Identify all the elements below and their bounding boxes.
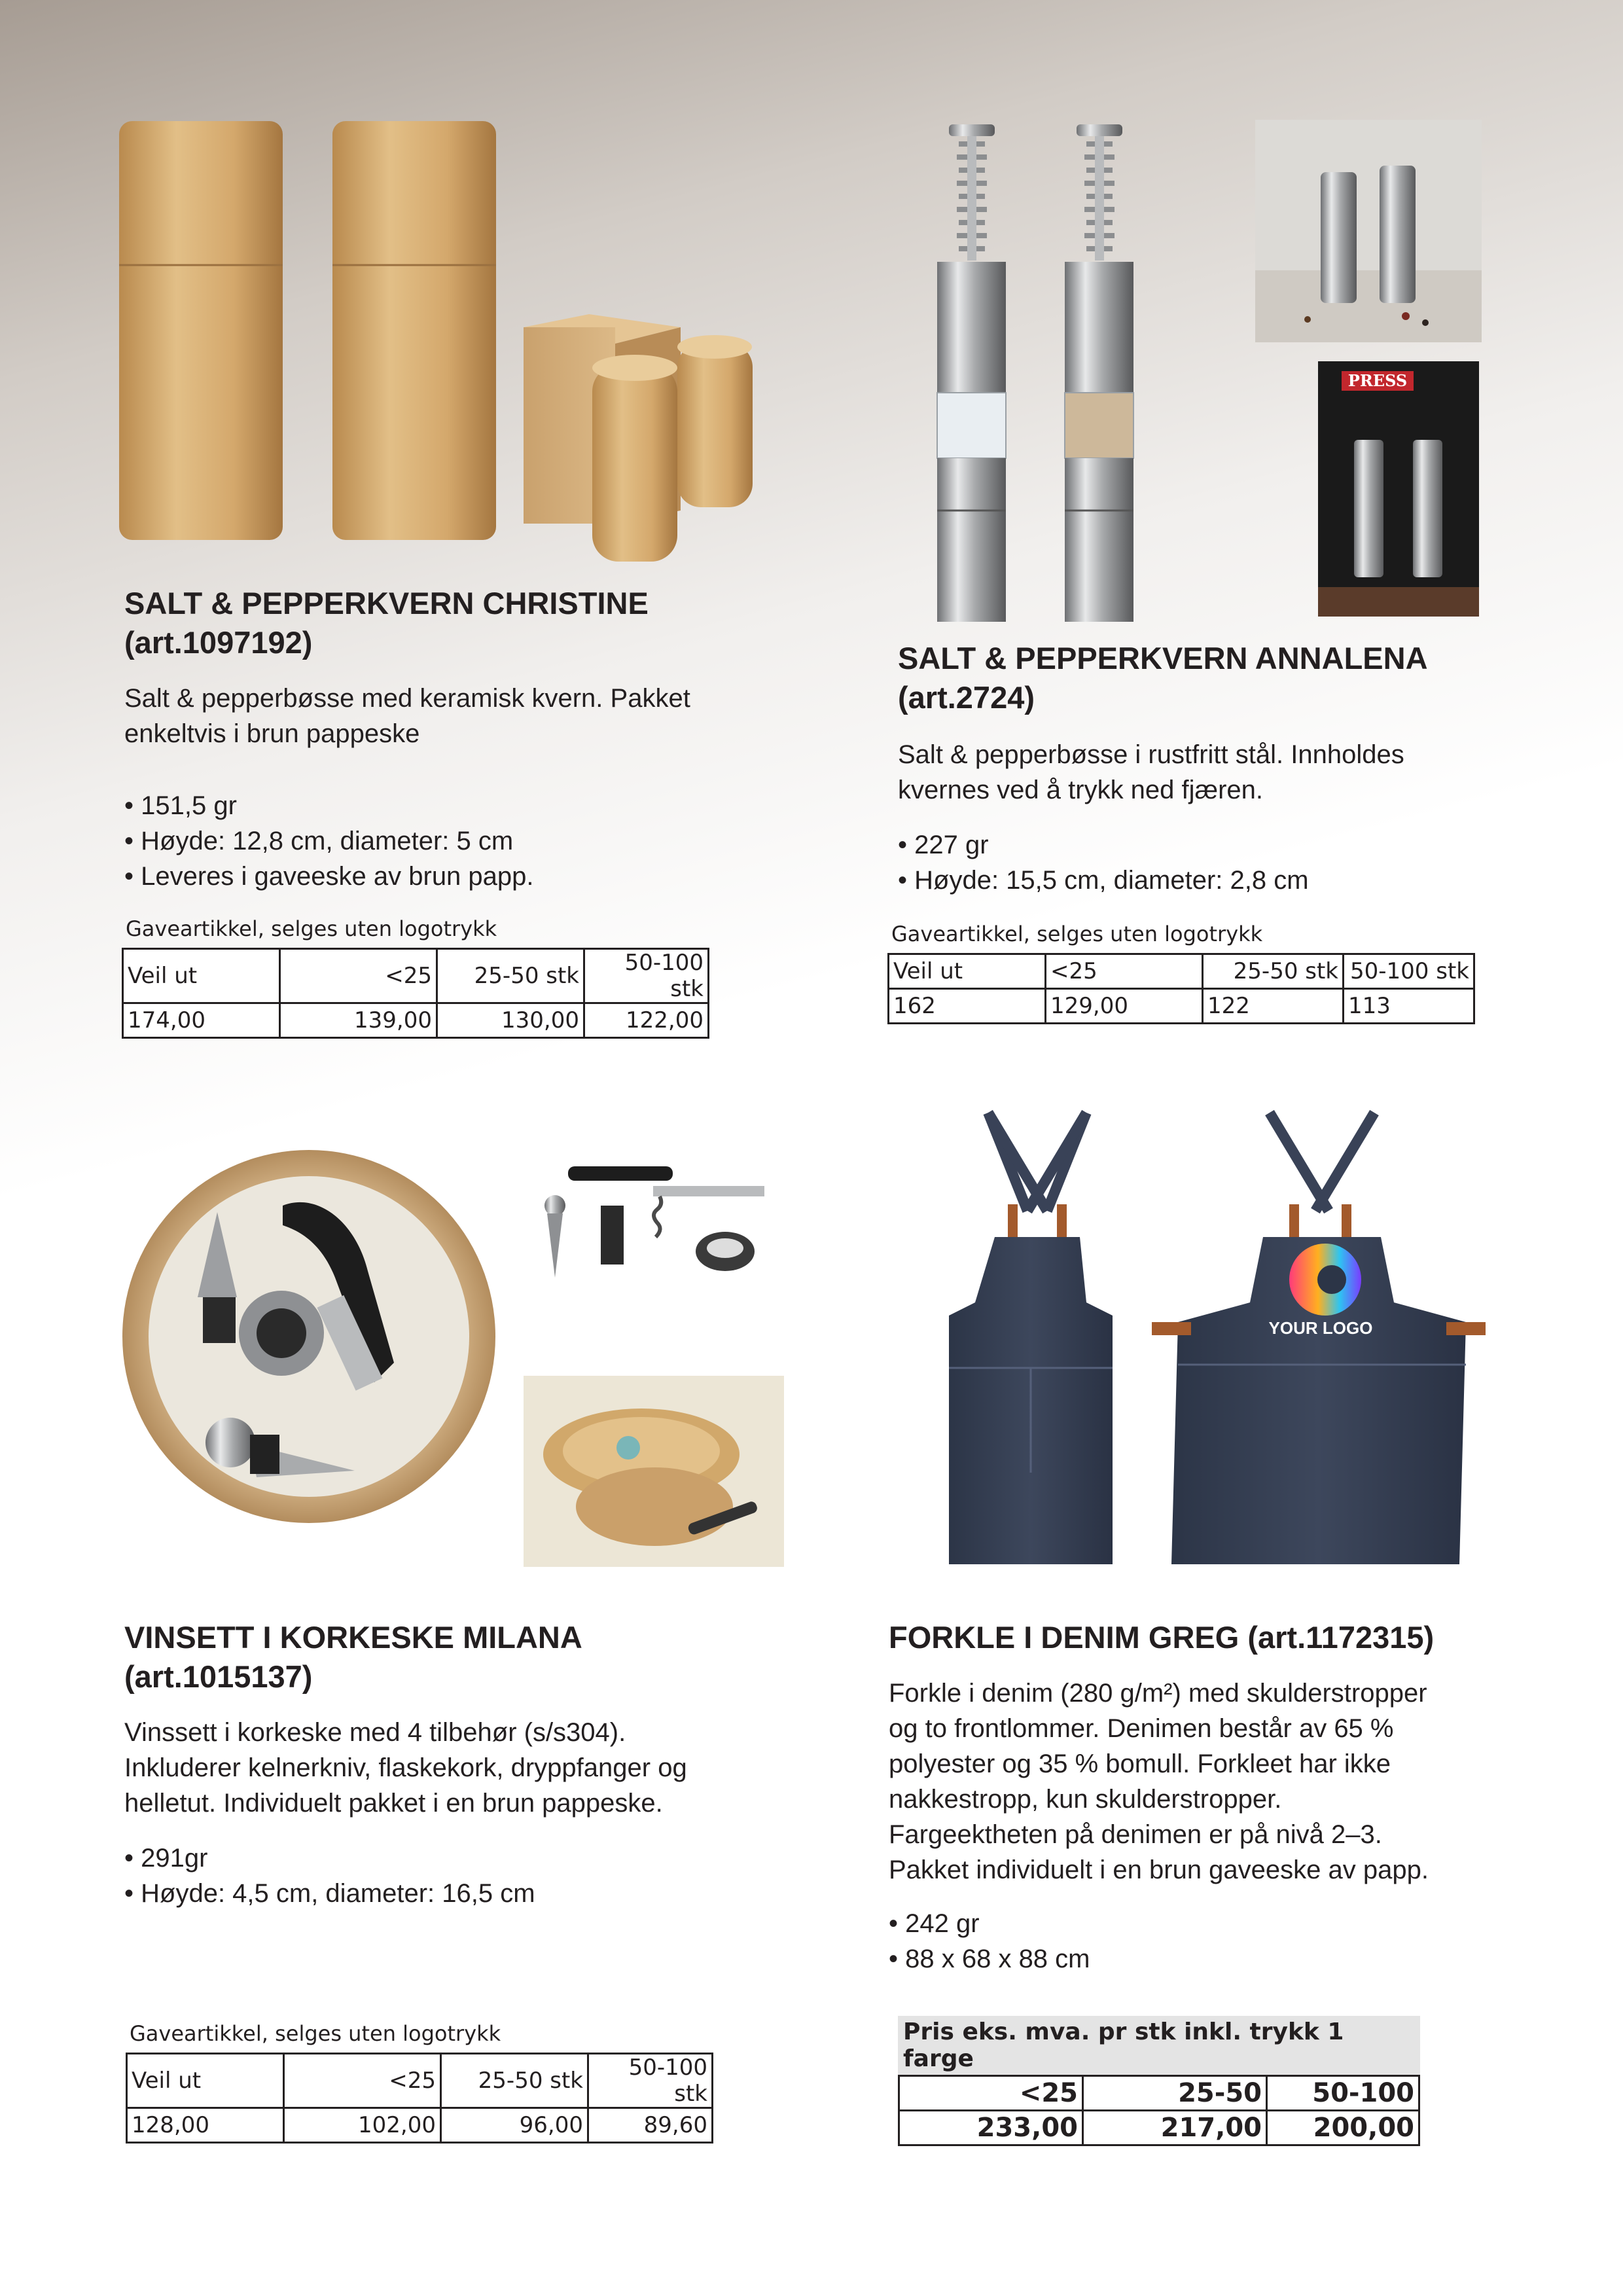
table-header-cell: Veil ut — [127, 2054, 284, 2108]
table-cell: 128,00 — [127, 2108, 284, 2143]
table-cell: 174,00 — [123, 1003, 280, 1038]
milana-desc-line: Inkluderer kelnerkniv, flaskekork, dryppfanger og — [124, 1753, 687, 1782]
greg-price-caption: Pris eks. mva. pr stk inkl. trykk 1 farge — [898, 2016, 1420, 2075]
christine-packaging: • Leveres i gaveeske av brun papp. — [124, 859, 534, 894]
table-cell: 233,00 — [899, 2111, 1083, 2145]
table-header-cell: 25-50 stk — [437, 949, 584, 1003]
press-gift-box-image — [1318, 361, 1479, 617]
greg-title: FORKLE I DENIM GREG (art.1172315) — [889, 1620, 1435, 1655]
christine-dimensions: • Høyde: 12,8 cm, diameter: 5 cm — [124, 823, 534, 859]
christine-price-table — [122, 948, 709, 1039]
table-cell: 89,60 — [588, 2108, 713, 2143]
table-header-cell: <25 — [1046, 954, 1203, 989]
table-cell: 130,00 — [437, 1003, 584, 1038]
greg-desc-line: Fargeektheten på denimen er på nivå 2–3. — [889, 1820, 1382, 1849]
table-header-cell: <25 — [899, 2076, 1083, 2111]
milana-gift-note: Gaveartikkel, selges uten logotrykk — [130, 2021, 501, 2046]
christine-desc-line: enkeltvis i brun pappeske — [124, 719, 420, 748]
annalena-article-number: (art.2724) — [898, 680, 1035, 715]
milana-article-number: (art.1015137) — [124, 1659, 313, 1694]
christine-title: SALT & PEPPERKVERN CHRISTINE — [124, 586, 649, 620]
greg-desc-line: Forkle i denim (280 g/m²) med skulderstropper — [889, 1679, 1427, 1708]
annalena-dimensions: • Høyde: 15,5 cm, diameter: 2,8 cm — [898, 863, 1309, 898]
table-header-cell: 50-100 stk — [588, 2054, 713, 2108]
table-cell: 162 — [889, 989, 1046, 1024]
cork-box-lifestyle-photo — [524, 1376, 784, 1567]
table-header-cell: Veil ut — [123, 949, 280, 1003]
table-cell: 113 — [1344, 989, 1474, 1024]
table-cell: 122,00 — [584, 1003, 709, 1038]
table-cell: 139,00 — [280, 1003, 437, 1038]
annalena-gift-note: Gaveartikkel, selges uten logotrykk — [891, 922, 1263, 946]
milana-title: VINSETT I KORKESKE MILANA — [124, 1620, 582, 1655]
greg-price-table — [898, 2075, 1420, 2146]
wine-tools-image — [529, 1160, 804, 1291]
table-cell: 129,00 — [1046, 989, 1203, 1024]
annalena-desc-line: kvernes ved å trykk ned fjæren. — [898, 776, 1264, 804]
bamboo-grinders-image — [118, 118, 759, 576]
your-logo-placeholder: YOUR LOGO — [1268, 1318, 1373, 1338]
greg-desc-line: Pakket individuelt i en brun gaveeske av papp. — [889, 1856, 1429, 1884]
greg-desc-line: og to frontlommer. Denimen består av 65 % — [889, 1714, 1394, 1743]
christine-article-number: (art.1097192) — [124, 625, 313, 660]
steel-grinders-photo — [1255, 120, 1482, 342]
christine-gift-note: Gaveartikkel, selges uten logotrykk — [126, 916, 497, 941]
greg-desc-line: polyester og 35 % bomull. Forkleet har ikke — [889, 1749, 1391, 1778]
milana-dimensions: • Høyde: 4,5 cm, diameter: 16,5 cm — [124, 1876, 535, 1911]
greg-weight: • 242 gr — [889, 1906, 1090, 1941]
milana-desc-line: Vinssett i korkeske med 4 tilbehør (s/s304). — [124, 1718, 626, 1747]
annalena-weight: • 227 gr — [898, 827, 1309, 863]
annalena-price-table — [887, 953, 1475, 1024]
press-box-label: PRESS — [1347, 371, 1408, 390]
greg-price-box — [898, 2016, 1420, 2146]
table-header-cell: 25-50 stk — [1203, 954, 1344, 989]
table-cell: 96,00 — [441, 2108, 588, 2143]
table-header-cell: 25-50 stk — [441, 2054, 588, 2108]
table-cell: 122 — [1203, 989, 1344, 1024]
christine-weight: • 151,5 gr — [124, 788, 534, 823]
annalena-desc-line: Salt & pepperbøsse i rustfritt stål. Innholdes — [898, 740, 1404, 769]
milana-weight: • 291gr — [124, 1840, 535, 1876]
denim-aprons-image — [890, 1106, 1505, 1577]
christine-desc-line: Salt & pepperbøsse med keramisk kvern. Pakket — [124, 684, 690, 713]
table-header-cell: Veil ut — [889, 954, 1046, 989]
table-header-cell: <25 — [280, 949, 437, 1003]
greg-dimensions: • 88 x 68 x 88 cm — [889, 1941, 1090, 1977]
milana-desc-line: helletut. Individuelt pakket i en brun pappeske. — [124, 1789, 663, 1818]
cork-wine-set-image — [119, 1147, 499, 1526]
table-header-cell: 50-100 stk — [1344, 954, 1474, 989]
table-header-cell: 25-50 — [1083, 2076, 1267, 2111]
table-cell: 102,00 — [284, 2108, 441, 2143]
steel-grinders-image — [929, 118, 1204, 628]
greg-desc-line: nakkestropp, kun skulderstropper. — [889, 1785, 1282, 1814]
table-header-cell: <25 — [284, 2054, 441, 2108]
table-cell: 200,00 — [1267, 2111, 1419, 2145]
table-cell: 217,00 — [1083, 2111, 1267, 2145]
table-header-cell: 50-100 — [1267, 2076, 1419, 2111]
annalena-title: SALT & PEPPERKVERN ANNALENA — [898, 641, 1428, 675]
table-header-cell: 50-100 stk — [584, 949, 709, 1003]
milana-price-table — [126, 2053, 713, 2144]
